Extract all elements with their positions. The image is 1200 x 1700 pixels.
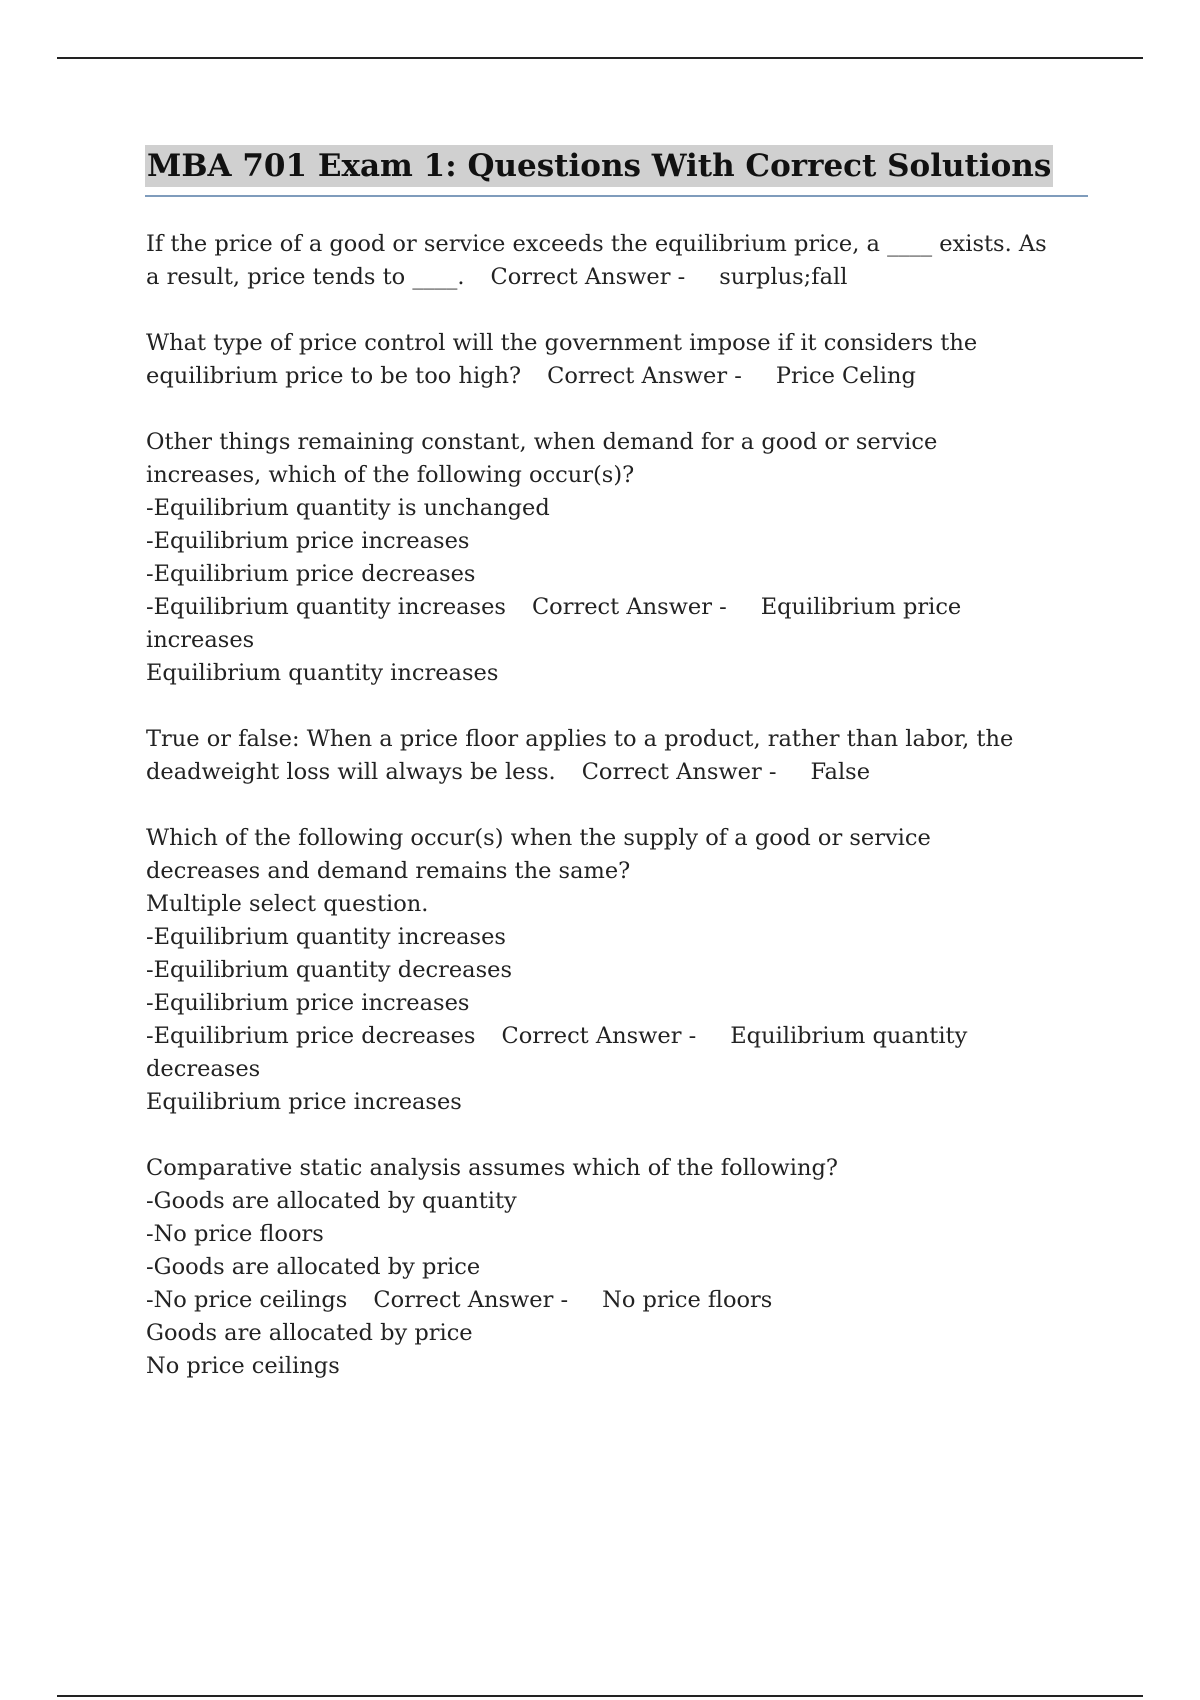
- option-line: -Equilibrium quantity increases: [146, 594, 506, 620]
- answer-label: Correct Answer -: [501, 1023, 697, 1049]
- title-block: [145, 145, 1088, 197]
- option-line: -Equilibrium price decreases: [146, 561, 476, 587]
- answer-text: Goods are allocated by price: [146, 1320, 473, 1346]
- answer-label: Correct Answer -: [490, 264, 686, 290]
- answer-label: Correct Answer -: [373, 1287, 569, 1313]
- qa-item: [146, 822, 1106, 1119]
- answer-label: Correct Answer -: [547, 363, 742, 389]
- answer-text: No price floors: [602, 1287, 773, 1313]
- qa-item: [146, 723, 1106, 789]
- answer-text: increases: [146, 627, 255, 653]
- question-answer-line: [146, 1284, 1106, 1317]
- question-answer-line: [146, 1020, 1106, 1053]
- question-line: Which of the following occur(s) when the supply of a good or service: [146, 825, 931, 851]
- question-line: If the price of a good or service exceeds the equilibrium price, a ____ exists. As: [146, 231, 1047, 257]
- question-line: deadweight loss will always be less.: [146, 759, 556, 785]
- question-answer-line: [146, 261, 1106, 294]
- question-line: Other things remaining constant, when demand for a good or service: [146, 429, 938, 455]
- answer-text: surplus;fall: [719, 264, 848, 290]
- question-answer-line: [146, 360, 1106, 393]
- answer-text: No price ceilings: [146, 1353, 340, 1379]
- document-body: [146, 228, 1106, 1416]
- answer-label: Correct Answer -: [531, 594, 727, 620]
- qa-item: [146, 327, 1106, 393]
- qa-item: [146, 1152, 1106, 1383]
- answer-text: Equilibrium price: [760, 594, 962, 620]
- question-line: decreases and demand remains the same?: [146, 858, 631, 884]
- answer-label: Correct Answer -: [581, 759, 777, 785]
- option-line: -No price ceilings: [146, 1287, 348, 1313]
- question-line: increases, which of the following occur(s)?: [146, 462, 635, 488]
- question-line: True or false: When a price floor applies to a product, rather than labor, the: [146, 726, 1014, 752]
- answer-text: False: [810, 759, 871, 785]
- answer-text: Equilibrium quantity increases: [146, 660, 499, 686]
- answer-text: Price Celing: [775, 363, 916, 389]
- question-line: What type of price control will the government impose if it considers the: [146, 330, 978, 356]
- question-line: Multiple select question.: [146, 891, 429, 917]
- qa-item: [146, 426, 1106, 690]
- document-title: MBA 701 Exam 1: Questions With Correct Solutions: [145, 145, 1053, 187]
- option-line: -Equilibrium price decreases: [146, 1023, 476, 1049]
- option-line: -Equilibrium quantity decreases: [146, 957, 512, 983]
- question-line: Comparative static analysis assumes which of the following?: [146, 1155, 838, 1181]
- question-line: a result, price tends to ____.: [146, 264, 465, 290]
- bottom-rule: [57, 1695, 1143, 1697]
- answer-text: decreases: [146, 1056, 261, 1082]
- option-line: -Goods are allocated by quantity: [146, 1188, 517, 1214]
- question-answer-line: [146, 756, 1106, 789]
- question-answer-line: [146, 591, 1106, 624]
- answer-text: Equilibrium price increases: [146, 1089, 462, 1115]
- qa-item: [146, 228, 1106, 294]
- answer-text: Equilibrium quantity: [730, 1023, 968, 1049]
- option-line: -Equilibrium price increases: [146, 990, 470, 1016]
- option-line: -Goods are allocated by price: [146, 1254, 481, 1280]
- option-line: -Equilibrium price increases: [146, 528, 470, 554]
- question-line: equilibrium price to be too high?: [146, 363, 522, 389]
- top-rule: [57, 57, 1143, 59]
- option-line: -No price floors: [146, 1221, 324, 1247]
- option-line: -Equilibrium quantity increases: [146, 924, 506, 950]
- option-line: -Equilibrium quantity is unchanged: [146, 495, 550, 521]
